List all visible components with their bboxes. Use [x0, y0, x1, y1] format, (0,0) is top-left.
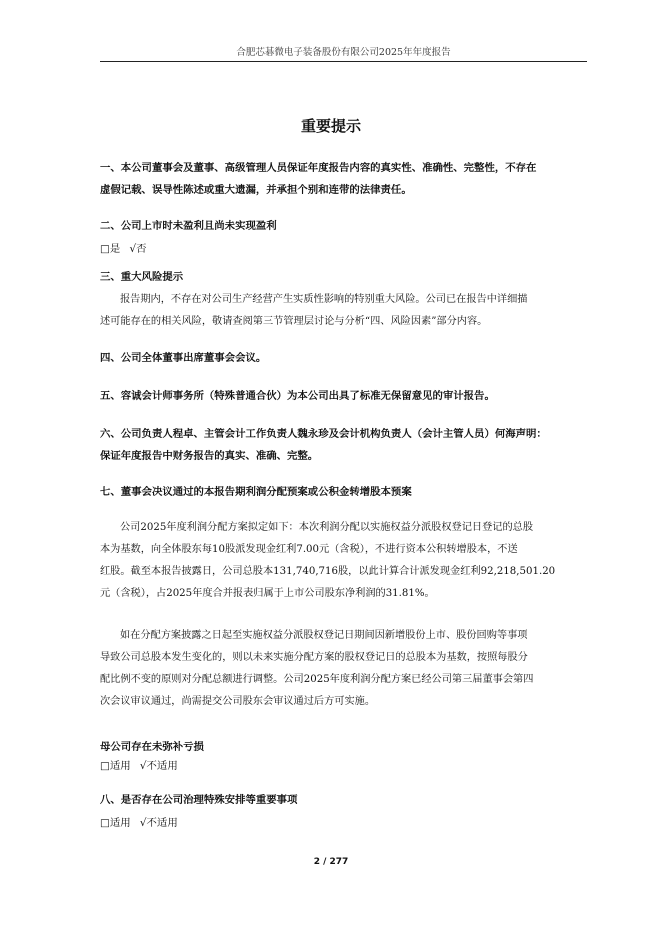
option-yes-checkbox: □是: [100, 243, 121, 255]
section7-para1-line4: 元（含税），占2025年度合并报表归属于上市公司股东净利润的31.81%。: [100, 588, 435, 599]
section7-para2-line1: 如在分配方案披露之日起至实施权益分派股权登记日期间因新增股份上市、股份回购等事项: [120, 630, 528, 641]
section7-para1-line2: 本为基数，向全体股东每10股派发现金红利7.00元（含税），不进行资本公积转增股本，不送: [100, 544, 518, 555]
option-not-applicable-checked: √不适用: [139, 817, 178, 829]
section8-options: [100, 814, 184, 829]
section7-para1-line3: 红股。截至本报告披露日，公司总股本131,740,716股，以此计算合计派发现金红利92,218,501.20: [100, 566, 556, 577]
section7-para2-line2: 导致公司总股本发生变化的，则以未来实施分配方案的股权登记日的总股本为基数，按照每股分: [100, 652, 528, 663]
section7-para2-line3: 配比例不变的原则对分配总额进行调整。公司2025年度利润分配方案已经公司第三届董事会第四: [100, 674, 534, 685]
running-header: 合肥芯碁微电子装备股份有限公司2025年年度报告: [236, 47, 451, 58]
section2-heading: 二、公司上市时未盈利且尚未实现盈利: [100, 220, 277, 232]
section1-line2: 虚假记载、误导性陈述或重大遗漏，并承担个别和连带的法律责任。: [100, 184, 412, 196]
section6-line2: 保证年度报告中财务报告的真实、准确、完整。: [100, 450, 319, 462]
section8-heading: 八、是否存在公司治理特殊安排等重要事项: [100, 794, 298, 806]
section3-line1: 报告期内，不存在对公司生产经营产生实质性影响的特别重大风险。公司已在报告中详细描: [120, 294, 528, 305]
option-applicable-checkbox: □适用: [100, 817, 131, 829]
section1-line1: 一、本公司董事会及董事、高级管理人员保证年度报告内容的真实性、准确性、完整性，不存在: [100, 162, 537, 174]
section7-para1-line1: 公司2025年度利润分配方案拟定如下：本次利润分配以实施权益分派股权登记日登记的总股: [120, 522, 534, 533]
option-no-checked: √否: [129, 243, 147, 255]
page-title: 重要提示: [300, 117, 361, 135]
header-divider: [100, 61, 587, 62]
section7-heading: 七、董事会决议通过的本报告期利润分配预案或公积金转增股本预案: [100, 486, 412, 498]
section6-line1: 六、公司负责人程卓、主管会计工作负责人魏永珍及会计机构负责人（会计主管人员）何海声明：: [100, 428, 547, 440]
page-number: 2 / 277: [313, 857, 349, 867]
option-applicable-checkbox: □适用: [100, 760, 131, 772]
parent-loss-heading: 母公司存在未弥补亏损: [100, 741, 204, 753]
parent-loss-options: [100, 757, 184, 772]
section3-line2: 述可能存在的相关风险，敬请查阅第三节管理层讨论与分析“四、风险因素”部分内容。: [100, 316, 488, 327]
section3-heading: 三、重大风险提示: [100, 271, 184, 283]
section5-heading: 五、容诚会计师事务所（特殊普通合伙）为本公司出具了标准无保留意见的审计报告。: [100, 390, 495, 402]
section4-heading: 四、公司全体董事出席董事会会议。: [100, 352, 267, 364]
section2-options: [100, 240, 153, 255]
option-not-applicable-checked: √不适用: [139, 760, 178, 772]
section7-para2-line4: 次会议审议通过，尚需提交公司股东会审议通过后方可实施。: [100, 696, 376, 707]
